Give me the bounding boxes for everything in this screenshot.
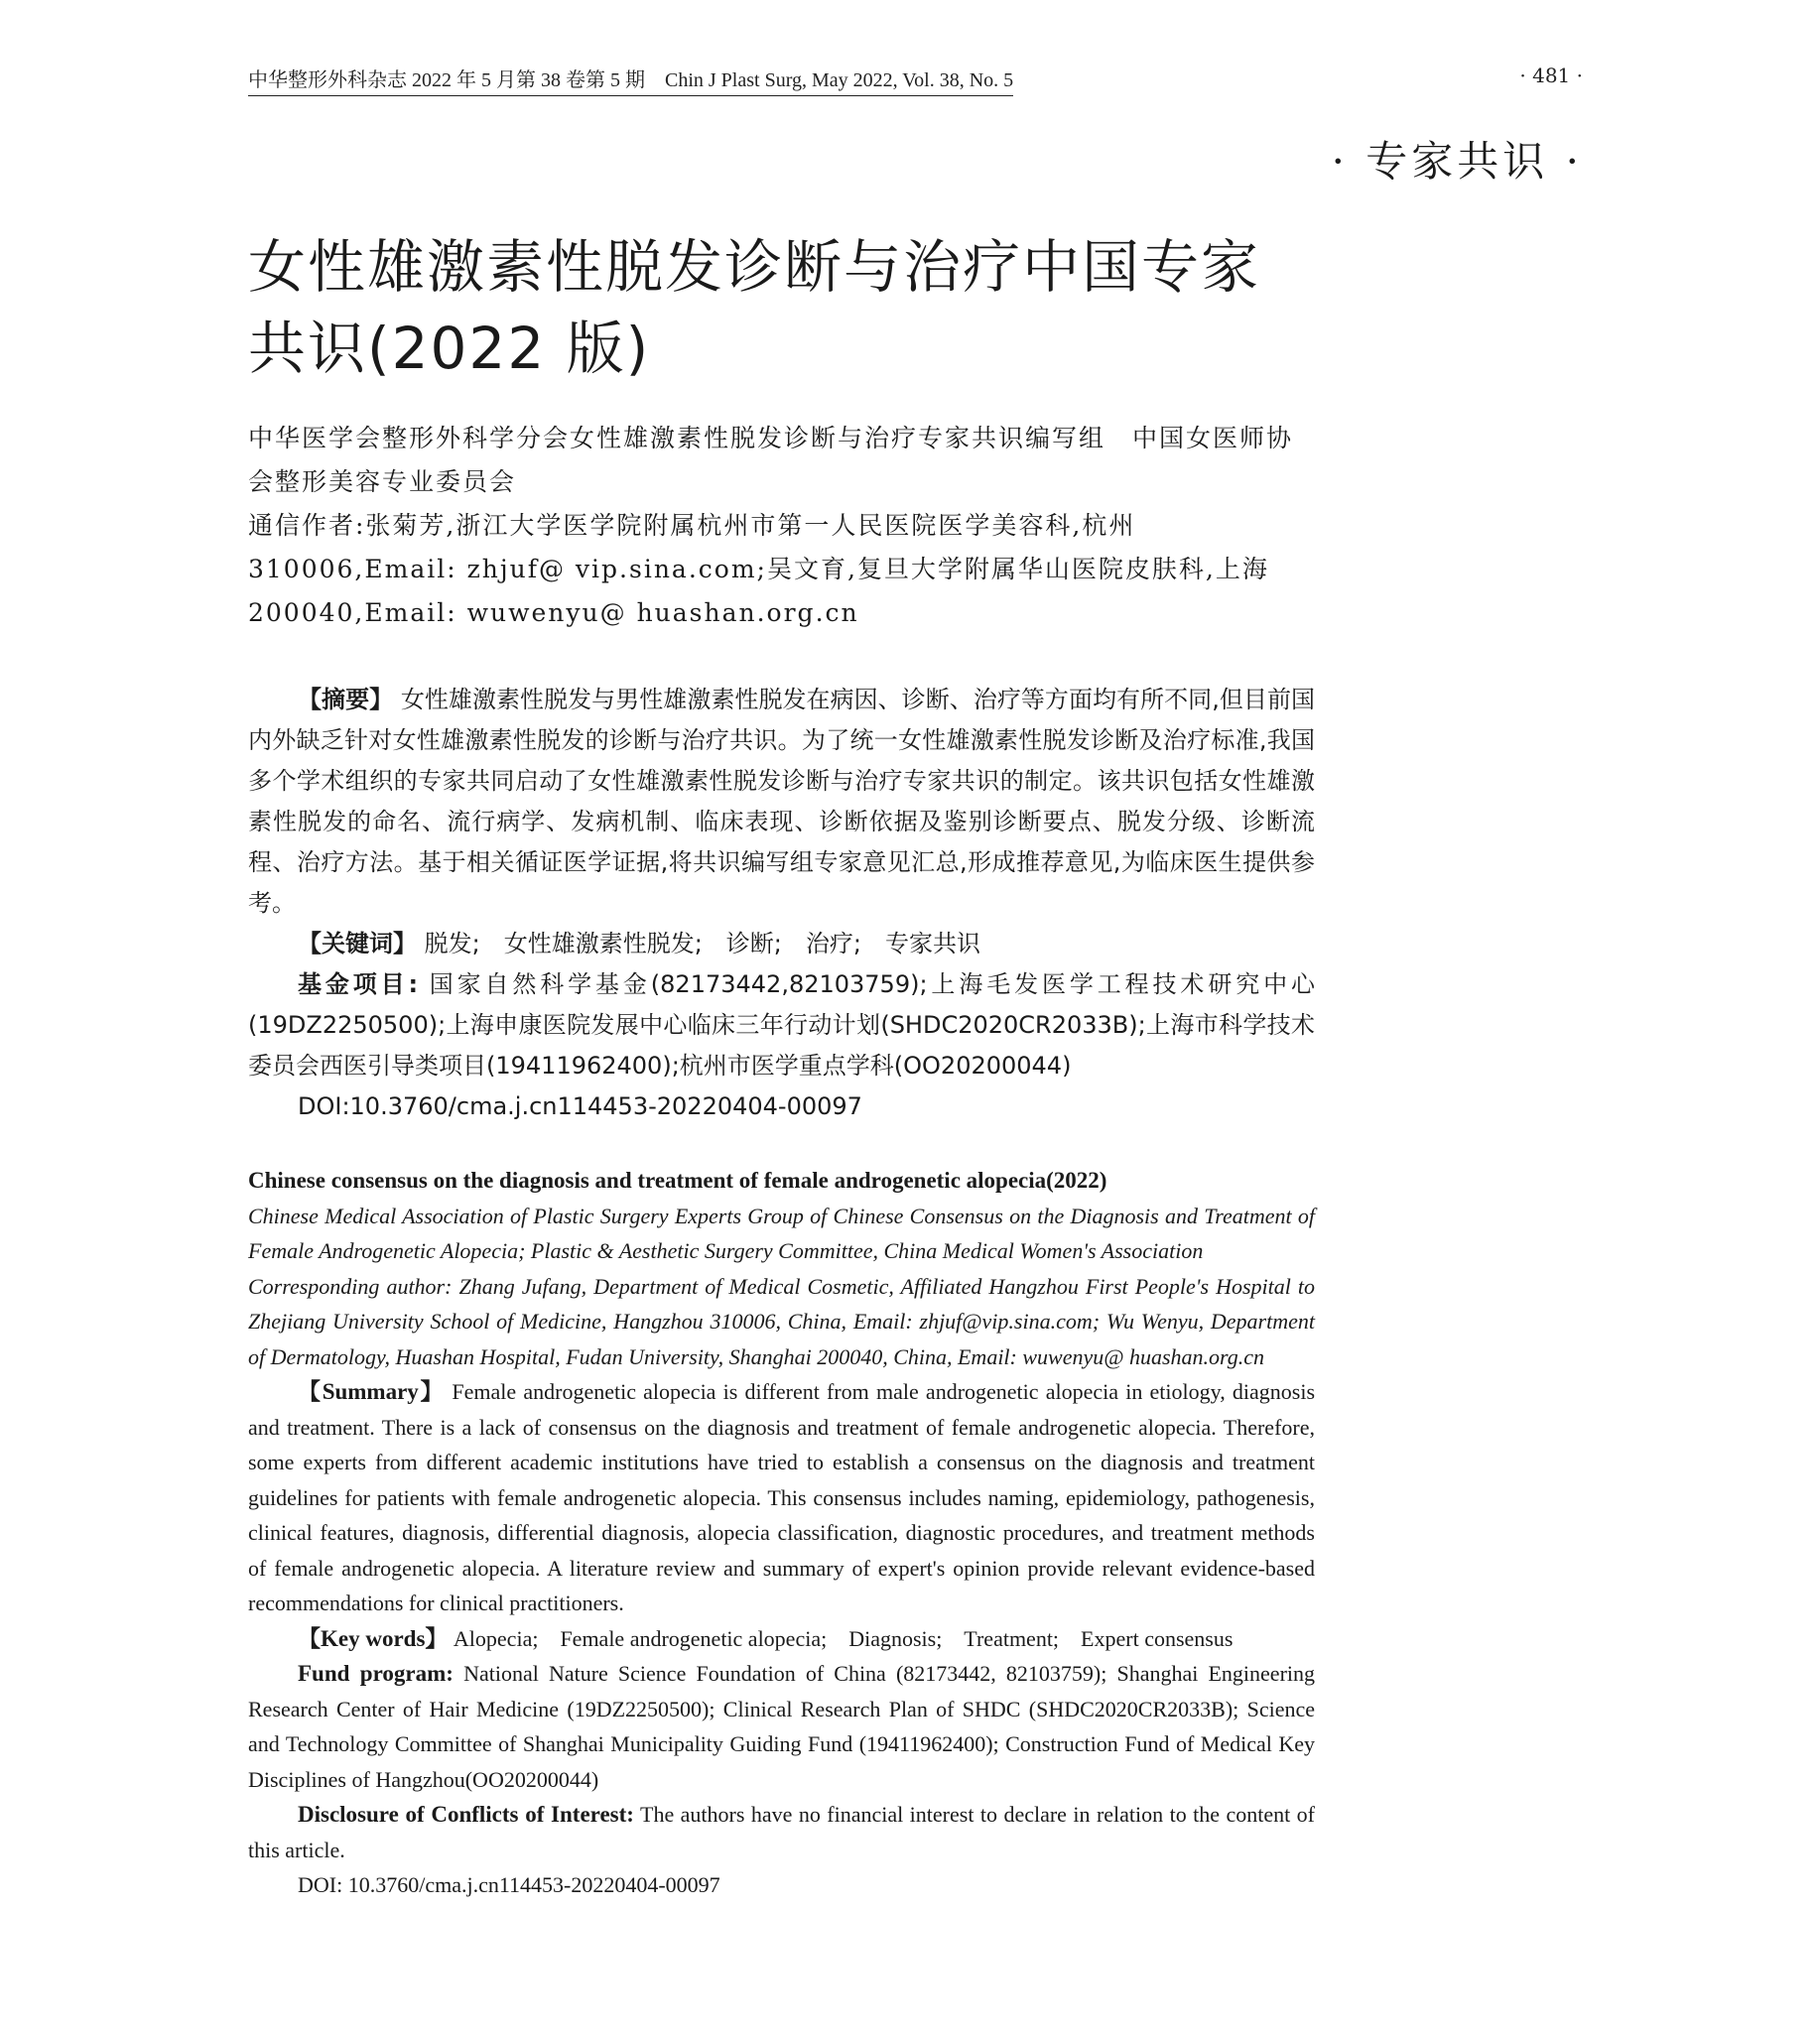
disclosure-text: The authors have no financial interest to declare in relation to the content of this article.	[248, 1802, 1315, 1862]
journal-page	[248, 0, 1583, 2038]
abstract-label: 【摘要】	[298, 686, 394, 713]
article-title	[248, 226, 1320, 389]
keywords-text: 脱发; 女性雄激素性脱发; 诊断; 治疗; 专家共识	[424, 930, 980, 957]
summary-label: 【Summary】	[298, 1379, 446, 1404]
disclosure-label: Disclosure of Conflicts of Interest:	[298, 1802, 634, 1827]
english-summary	[248, 1374, 1315, 1621]
fund-text: 国家自然科学基金(82173442,82103759);上海毛发医学工程技术研究中心(19DZ2250500);上海申康医院发展中心临床三年行动计划(SHDC2020CR2033B);上海市科学技术委员会西医引导类项目(19411962400);杭州市医学重点学科(OO20200044)	[248, 970, 1315, 1080]
corresponding-authors: 通信作者:张菊芳,浙江大学医学院附属杭州市第一人民医院医学美容科,杭州 310006,Email: zhjuf@ vip.sina.com;吴文育,复旦大学附属华山医院皮肤科,上海 200040,Email: wuwenyu@ huashan.org.cn	[248, 511, 1269, 627]
english-abstract-block	[248, 1163, 1315, 1903]
chinese-keywords	[248, 924, 1315, 964]
english-fund-text: National Nature Science Foundation of China (82173442, 82103759); Shanghai Engineering Research Center of Hair Medicine (19DZ2250500); Clinical Research Plan of SHDC (SHDC2020CR2033B); Science and Technology Committee of Shanghai Municipality Guiding Fund (19411962400); Construction Fund of Medical Key Disciplines of Hangzhou(OO20200044)	[248, 1661, 1316, 1792]
english-fund-label: Fund program:	[298, 1661, 454, 1686]
summary-text: Female androgenetic alopecia is different from male androgenetic alopecia in etiology, diagnosis and treatment. There is a lack of consensus on the diagnosis and treatment of female androgenetic alopecia. Therefore, some experts from different academic institutions have tried to establish a consensus on the diagnosis and treatment guidelines for patients with female androgenetic alopecia. This consensus includes naming, epidemiology, pathogenesis, clinical features, diagnosis, differential diagnosis, alopecia classification, diagnostic procedures, and treatment methods of female androgenetic alopecia. A literature review and summary of expert's opinion provide relevant evidence-based recommendations for clinical practitioners.	[248, 1379, 1316, 1615]
running-header	[248, 64, 1583, 96]
abstract-text: 女性雄激素性脱发与男性雄激素性脱发在病因、诊断、治疗等方面均有所不同,但目前国内外缺乏针对女性雄激素性脱发的诊断与治疗共识。为了统一女性雄激素性脱发诊断及治疗标准,我国多个学术组织的专家共同启动了女性雄激素性脱发诊断与治疗专家共识的制定。该共识包括女性雄激素性脱发的命名、流行病学、发病机制、临床表现、诊断依据及鉴别诊断要点、脱发分级、诊断流程、治疗方法。基于相关循证医学证据,将共识编写组专家意见汇总,形成推荐意见,为临床医生提供参考。	[248, 686, 1315, 917]
chinese-doi: DOI:10.3760/cma.j.cn114453-20220404-00097	[298, 1092, 862, 1120]
journal-citation: 中华整形外科杂志 2022 年 5 月第 38 卷第 5 期 Chin J Plast Surg, May 2022, Vol. 38, No. 5	[248, 64, 1013, 96]
english-title: Chinese consensus on the diagnosis and treatment of female androgenetic alopecia(2022)	[248, 1168, 1107, 1193]
chinese-fund	[248, 964, 1315, 1086]
title-line-1: 女性雄激素性脱发诊断与治疗中国专家	[248, 233, 1261, 301]
english-fund	[248, 1656, 1315, 1797]
english-corresponding-authors: Corresponding author: Zhang Jufang, Department of Medical Cosmetic, Affiliated Hangzhou First People's Hospital to Zhejiang University School of Medicine, Hangzhou 310006, China, Email: zhjuf@vip.sina.com; Wu Wenyu, Department of Dermatology, Huashan Hospital, Fudan University, Shanghai 200040, China, Email: wuwenyu@ huashan.org.cn	[248, 1273, 1315, 1369]
chinese-abstract-block	[248, 680, 1315, 1127]
page-number: · 481 ·	[1519, 64, 1583, 87]
chinese-abstract	[248, 680, 1315, 924]
author-groups: 中华医学会整形外科学分会女性雄激素性脱发诊断与治疗专家共识编写组 中国女医师协会整形美容专业委员会	[248, 424, 1294, 496]
english-keywords	[248, 1621, 1315, 1657]
english-author-groups: Chinese Medical Association of Plastic Surgery Experts Group of Chinese Consensus on the Diagnosis and Treatment of Female Androgenetic Alopecia; Plastic & Aesthetic Surgery Committee, China Medical Women's Association	[248, 1203, 1315, 1263]
title-line-2: 共识(2022 版)	[248, 315, 651, 382]
section-label: · 专家共识 ·	[1331, 137, 1583, 186]
english-keywords-label: 【Key words】	[298, 1625, 449, 1651]
english-doi: DOI: 10.3760/cma.j.cn114453-20220404-00097	[298, 1872, 720, 1897]
author-block	[248, 417, 1315, 635]
english-disclosure	[248, 1797, 1315, 1867]
keywords-label: 【关键词】	[298, 930, 417, 957]
english-keywords-text: Alopecia; Female androgenetic alopecia; Diagnosis; Treatment; Expert consensus	[453, 1625, 1234, 1651]
fund-label: 基金项目:	[298, 970, 419, 998]
